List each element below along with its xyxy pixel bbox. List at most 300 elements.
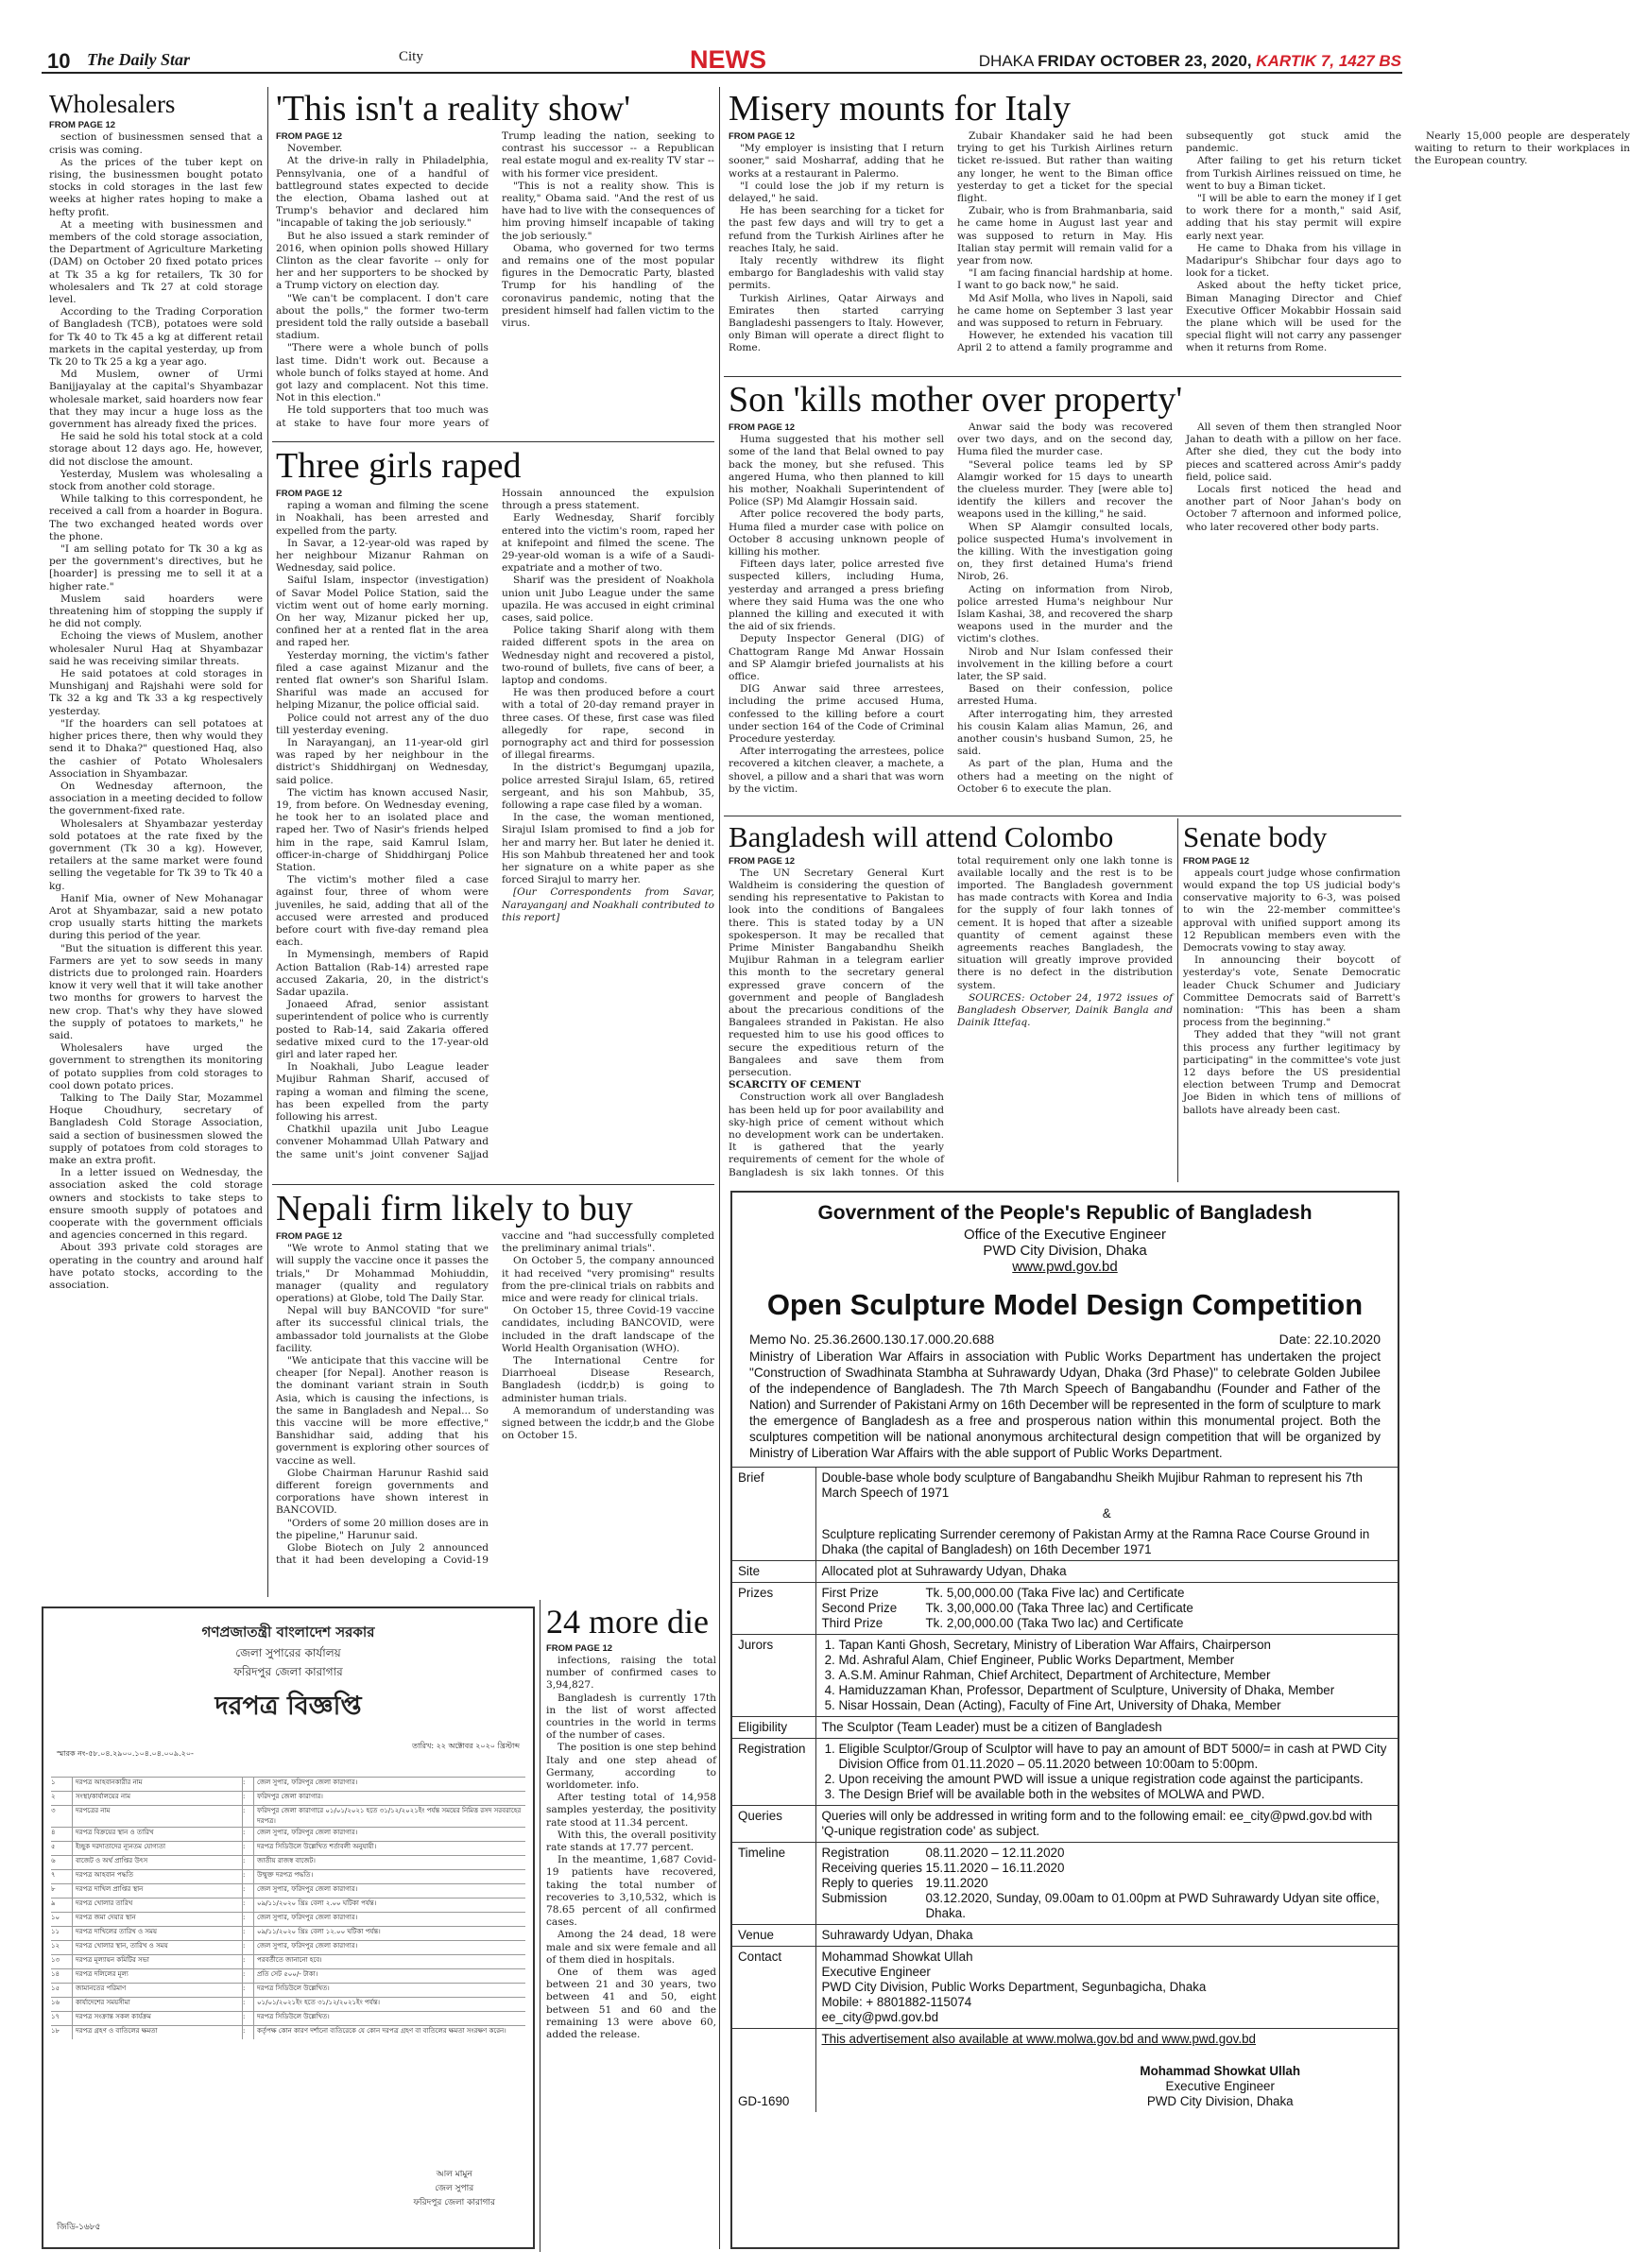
pwd-advertisement [730,1191,1399,2249]
paragraph: "I am facing financial hardship at home. I want to go back now," he said. [957,267,1173,292]
row-colon: : [242,1792,253,1805]
notice-row [51,1912,525,1926]
row-label: দরপত্র গ্রহণ ও বাতিলের ক্ষমতা [72,2026,242,2039]
row-colon: : [242,1842,253,1855]
timeline-row [822,1891,1393,1921]
paragraph: infections, raising the total number of confirmed cases to 3,94,827. [546,1655,716,1692]
prize-value: Tk. 5,00,000.00 (Taka Five lac) and Certificate [925,1586,1185,1600]
row-number: ১৬ [51,1999,60,2006]
paragraph: In a letter issued on Wednesday, the association asked the cold storage owners and stockists to take steps to ensure smooth supply of potatoes and cooperate with the government officials and agencies concerned in this regard. [49,1167,263,1242]
paragraph: In Narayanganj, an 11-year-old girl was raped by her neighbour in the district's Shiddhirganj on Wednesday, said police. [276,736,489,786]
headline: Nepali firm likely to buy [276,1189,633,1228]
story-body [729,855,1173,1181]
paragraph: The position is one step behind Italy and one step ahead of Germany, according to worldometer. info. [546,1742,716,1792]
row-number: ৯ [51,1899,56,1907]
row-label: দরপত্র দাখিলের তারিখ ও সময় [72,1927,242,1940]
paragraph: Italy recently withdrew its flight embargo for Bangladeshis with valid stay permits. [729,254,944,292]
ad-office: Office of the Executive Engineer [963,1227,1166,1243]
paragraph: Nepal will buy BANCOVID "for sure" after its successful clinical trials, the ambassador told journalists at the Globe facility. [276,1305,489,1354]
paragraph: DIG Anwar said three arrestees, including the prime accused Huma, confessed to the killing before a court under section 164 of the Code of Criminal Procedure yesterday. [729,683,944,745]
paragraph: After interrogating the arrestees, police recovered a kitchen cleaver, a machete, a shovel, a pillow and a shari that was worn by the victim. [729,746,944,795]
ad-also-available[interactable]: This advertisement also available at www.molwa.gov.bd and www.pwd.gov.bd [821,2032,1256,2046]
notice-row [51,1805,525,1827]
row-colon: : [242,1913,253,1926]
prize-row [822,1616,1393,1631]
story-nepali-firm [276,1191,714,1591]
paragraph: A memorandum of understanding was signed between the icddr,b and the Globe on October 15. [502,1404,714,1442]
notice-gov: গণপ্রজাতন্ত্রী বাংলাদেশ সরকার [201,1624,375,1641]
row-label: দরপত্র সংক্রান্ত সকল কার্যক্রম [72,2012,242,2025]
story-body [546,1642,716,2247]
row-value: জেল সুপার, ফরিদপুর জেলা কারাগার। [253,1778,525,1791]
story-rule [272,1184,714,1185]
row-label: দরপত্র আহবানকারীর নাম [72,1778,242,1791]
paragraph: He said potatoes at cold storages in Munshiganj and Rajshahi were sold for Tk 32 a kg and Tk 33 a kg respectively yesterday. [49,668,263,717]
ad-row-prizes: Prizes First Prize Tk. 5,00,000.00 (Taka Five lac) and Certificate Second Prize Tk. 3,00,000.00 (Taka Three lac) and Certificate Third Prize Tk. 2,00,000.00 (Taka Two lac) and Certificate [732,1583,1398,1635]
paragraph: The victim has known accused Nasir, 19, from before. On Wednesday evening, he took her to an isolated place and raped her. Two of Nasir's friends helped him in the rape, said Kamrul Islam, officer-in-charge of Shiddhirganj Police Station. [276,786,489,873]
row-number: ১১ [51,1928,60,1935]
paragraph: "My employer is insisting that I return sooner," said Mosharraf, adding that he works at a restaurant in Palermo. [729,143,944,180]
row-number: ৭ [51,1871,56,1879]
juror-item: 4. Hamiduzzaman Khan, Professor, Department of Sculpture, University of Dhaka, Member [839,1683,1393,1698]
row-number: ১৩ [51,1956,60,1964]
row-value: ০৯/১১/২০২০ খ্রিঃ বেলা ১২.০০ ঘটিকা পর্যন্ত। [253,1927,525,1940]
ad-url-link[interactable]: www.pwd.gov.bd [1012,1259,1118,1275]
paragraph: He was then produced before a court with a total of 20-day remand prayer in three cases. Of these, first case was filed allegedly for rape, second in pornography act and third for possession of illegal firearms. [502,687,714,762]
row-number: ১৭ [51,2013,60,2020]
ad-row-timeline: Timeline Registration 08.11.2020 – 12.11.2020 Receiving queries 15.11.2020 – 16.11.2020 Reply to queries 19.11.2020 Submission 03.12.2020, Sunday, 09.00am to 01.00pm at PWD Suhrawardy Udyan site office, Dhaka. [732,1843,1398,1925]
ad-row-registration: Registration 1. Eligible Sculptor/Group of Sculptor will have to pay an amount of BDT 5000/= in cash at PWD City Division Office from 01.11.2020 – 05.11.2020 between 10:00am to 5:00pm. 2. Upon receiving the amount PWD will issue a unique registration code against the participants. 3. The Design Brief will be available both in the websites of MOLWA and PWD. [732,1739,1398,1806]
notice-row [51,1954,525,1968]
row-value: কর্তৃপক্ষ কোন কারণ দর্শানো ব্যতিরেকে যে কোন দরপত্র গ্রহণ বা বাতিলের ক্ষমতা সংরক্ষণ করেন। [253,2026,525,2039]
dateline: DHAKA FRIDAY OCTOBER 23, 2020, KARTIK 7, 1427 BS [978,52,1401,70]
paragraph: Huma suggested that his mother sell some of the land that Belal owned to pay back the money, but she refused. This angered Huma, who then planned to kill his mother, Noakhali Superintendent of Police (SP) Md Alamgir Hossain said. [729,434,944,508]
paragraph: section of businessmen sensed that a crisis was coming. [49,131,263,156]
paragraph: Saiful Islam, inspector (investigation) of Savar Model Police Station, said the victim went out of home early morning. On her way, Mizanur picked her up, confined her at a rented flat in the area and raped her. [276,575,489,649]
news-label: NEWS [690,45,766,74]
row-number: ৫ [51,1843,56,1850]
credit-line: [Our Correspondents from Savar, Narayanganj and Noakhali contributed to this report] [502,886,714,923]
juror-item: 5. Nisar Hossain, Dean (Acting), Faculty of Fine Art, University of Dhaka, Member [839,1698,1393,1713]
paragraph: One of them was aged between 21 and 30 years, two between 41 and 50, eight between 51 and 60 and the remaining 13 were above 60, added the release. [546,1967,716,2041]
row-value: ০৯/১১/২০২০ খ্রিঃ বেলা ২.০০ ঘটিকা পর্যন্ত। [253,1899,525,1912]
paragraph: At the drive-in rally in Philadelphia, Pennsylvania, one of a handful of battleground states expected to decide the election, Obama lashed out at Trump's behavior and declared him "incapable of taking the job seriously." [276,155,489,230]
paragraph: raping a woman and filming the scene in Noakhali, has been arrested and expelled from the party. [276,500,489,537]
ad-table [732,1467,1398,2112]
notice-jail: ফরিদপুর জেলা কারাগার [233,1665,343,1678]
row-number: ১৮ [51,2027,60,2035]
paragraph: After interrogating him, they arrested his cousin Kalam alias Mamun, 26, and another cousin's husband Sumon, 25, he said. [957,708,1173,758]
notice-memo: স্মারক নং-৫৮.০৪.২৯০০.১০৪.০৪.০০৯.২০- [57,1749,194,1758]
row-label: দরপত্র জমা দেয়ার স্থান [72,1913,242,1926]
ad-row-eligibility: Eligibility The Sculptor (Team Leader) must be a citizen of Bangladesh [732,1717,1398,1739]
contact-line: Mohammad Showkat Ullah [821,1950,973,1964]
paragraph: "If the hoarders can sell potatoes at higher prices there, then why would they send it to Dhaka?" questioned Haq, also the cashier of Potato Wholesalers Association in Shyambazar. [49,717,263,780]
paragraph: In Savar, a 12-year-old was raped by her neighbour Mizanur Rahman on Wednesday, said police. [276,537,489,575]
column-rule [1177,818,1178,1182]
paragraph: appeals court judge whose confirmation would expand the top US judicial body's conservative majority to 6-3, was poised to win the 22-member committee's approval with unified support among its 12 Republican members even with the Democrats vowing to stay away. [1183,867,1400,954]
paragraph: He has been searching for a ticket for the past few days and will try to get a refund from the Turkish Airlines after he reaches Italy, he said. [729,205,944,254]
row-value: জেল সুপার, ফরিদপুর জেলা কারাগার। [253,1828,525,1841]
paragraph: "Orders of some 20 million doses are in the pipeline," Harunur said. [276,1517,489,1541]
paragraph: But he also issued a stark reminder of 2016, when opinion polls showed Hillary Clinton as the clear favorite -- only for her and her supporters to be shocked by a Trump victory on election day. [276,230,489,292]
notice-date: তারিখ: ২২ অক্টোবর ২০২০ খ্রিস্টাব্দ [412,1742,520,1750]
paragraph: Chatkhil upazila unit Jubo League convener Mohammad Ullah Patwary and the same unit's joint convener Sajjad Hossain announced the expulsion through a press statement. [276,487,714,1160]
bangla-tender-notice [42,1606,535,2249]
paragraph: The International Centre for Diarrhoeal Disease Research, Bangladesh (icddr,b) is going to administer human trials. [502,1354,714,1404]
timeline-name: Receiving queries [821,1861,922,1875]
notice-row [51,1869,525,1883]
ad-row-jurors: Jurors 1. Tapan Kanti Ghosh, Secretary, Ministry of Liberation War Affairs, Chairperson 2. Md. Ashraful Alam, Chief Engineer, Public Works Department, Member 3. A.S.M. Aminur Rahman, Chief Architect, Department of Architecture, Member 4. Hamiduzzaman Khan, Professor, Department of Sculpture, University of Dhaka, Member 5. Nisar Hossain, Dean (Acting), Faculty of Fine Art, University of Dhaka, Member [732,1635,1398,1717]
row-label: ইচ্ছুক দরদাতাদের ন্যূনতম যোগ্যতা [72,1842,242,1855]
row-value: দরপত্র সিডিউলে উল্লেখিত। [253,2012,525,2025]
row-colon: : [242,1955,253,1968]
row-colon: : [242,2026,253,2039]
paragraph: Talking to The Daily Star, Mozammel Hoque Choudhury, secretary of Bangladesh Cold Storage Association, said a section of businessmen slowed the supply of potatoes from cold storages to make an extra profit. [49,1091,263,1166]
story-wholesalers [49,91,263,1606]
row-colon: : [242,2012,253,2025]
row-label: বাজেট ও অর্থ প্রাপ্তির উৎস [72,1856,242,1869]
jump-label: FROM PAGE 12 [276,1230,343,1242]
notice-row [51,1841,525,1855]
row-colon: : [242,1870,253,1883]
story-24-more-die [546,1605,716,2247]
prize-value: Tk. 3,00,000.00 (Taka Three lac) and Certificate [925,1601,1193,1615]
paragraph: "There were a whole bunch of polls last time. Didn't work out. Because a whole bunch of folks stayed at home. And got lazy and complacent. Not this time. Not in this election." [276,342,489,404]
jump-label: FROM PAGE 12 [49,120,116,131]
column-rule [267,87,268,1597]
row-colon: : [242,1998,253,2011]
timeline-name: Reply to queries [821,1876,914,1890]
paragraph: They added that they "will not grant this process any further legitimacy by participating" in the committee's vote just 12 days before the US presidential election between Trump and Democrat Joe Biden in which tens of millions of ballots have already been cast. [1183,1029,1400,1116]
paragraph: All seven of them then strangled Noor Jahan to death with a pillow on her face. After she died, they cut the body into pieces and scattered across Amir's paddy field, police said. [1186,421,1401,483]
notice-row [51,1883,525,1898]
paragraph: When SP Alamgir consulted locals, police suspected Huma's involvement in the killing. With the investigation going on, they first detained Huma's friend Nirob, 26. [957,521,1173,583]
story-body [276,130,714,442]
paragraph: As the prices of the tuber kept on rising, the businessmen bought potato stocks in cold storages in the last few weeks at higher rates hoping to make a hefty profit. [49,156,263,218]
paragraph: He told supporters that too much was at stake to have four more years of Trump leading the nation, seeking to contrast his successor -- a Republican real estate mogul and ex-reality TV star -- with his former vice president. [276,129,714,429]
paragraph: SOURCES: October 24, 1972 issues of Bangladesh Observer, Dainik Bangla and Dainik Ittefaq. [957,991,1173,1029]
paragraph: On Wednesday afternoon, the association in a meeting decided to follow the government-fixed rate. [49,780,263,817]
paragraph: About 393 private cold storages are operating in the country and around half have potato stocks, according to the association. [49,1242,263,1292]
timeline-row [822,1876,1393,1891]
row-label: সংস্থা/কার্যালয়ের নাম [72,1792,242,1805]
paragraph: Globe Biotech on July 2 announced that it had been developing a Covid-19 vaccine and "had successfully completed the preliminary animal trials". [276,1229,714,1567]
paragraph: Sharif was the president of Noakhola union unit Jubo League under the same upazila. He was accused in eight criminal cases, said police. [502,575,714,624]
paragraph: "We wrote to Anmol stating that we will supply the vaccine once it passes the trials," Dr Mohammad Mohiuddin, manager (quality and regulatory operations) at Globe, told The Daily Star. [276,1243,489,1304]
story-colombo [729,822,1173,1181]
row-value: ফরিদপুর জেলা কারাগার। [253,1792,525,1805]
paragraph: Hanif Mia, owner of New Mohanagar Arot at Shyambazar, said a new potato crop usually starts hitting the markets during this period of the year. [49,892,263,942]
paragraph: Zubair, who is from Brahmanbaria, said he came home in August last year and was supposed to return in May. His Italian stay permit will remain valid for a year from now. [957,205,1173,266]
story-body [729,421,1401,809]
row-number: ২ [51,1793,56,1800]
paragraph: "This is not a reality show. This is reality," Obama said. "And the rest of us have had to live with the consequences of him proving himself incapable of taking the job seriously." [502,180,714,242]
row-number: ৮ [51,1885,56,1893]
row-label: দরপত্র খোলার তারিখ [72,1899,242,1912]
prize-row [822,1586,1393,1601]
jump-label: FROM PAGE 12 [729,855,796,867]
timeline-value: 15.11.2020 – 16.11.2020 [925,1861,1065,1875]
row-number: ৬ [51,1857,56,1864]
row-value: পরবর্তীতে জানানো হবে। [253,1955,525,1968]
paragraph: Acting on information from Nirob, police arrested Huma's neighbour Nur Islam Kashai, 38, and recovered the sharp weapons used in the murder and the victim's clothes. [957,583,1173,645]
notice-row [51,1968,525,1983]
ad-memo-row: Memo No. 25.36.2600.130.17.000.20.688 Date: 22.10.2020 [749,1332,1381,1347]
paragraph: Based on their confession, police arrested Huma. [957,683,1173,708]
timeline-name: Registration [821,1846,889,1860]
prize-name: Third Prize [821,1616,884,1630]
timeline-row [822,1846,1393,1861]
paragraph: Locals first noticed the head and another part of Noor Jahan's body on October 7 afternoon and informed police, who later recovered other body parts. [1186,483,1401,533]
timeline-value: 08.11.2020 – 12.11.2020 [925,1846,1065,1860]
paragraph: Obama, who governed for two terms and remains one of the most popular figures in the Democratic Party, blasted Trump for his handling of the coronavirus pandemic, noting that the president himself had fallen victim to the virus. [502,242,714,329]
ad-signature: Mohammad Showkat Ullah Executive Engineer PWD City Division, Dhaka [1140,2064,1301,2108]
prize-name: First Prize [821,1586,879,1600]
headline: 'This isn't a reality show' [276,89,631,129]
row-colon: : [242,1941,253,1954]
paper-logo: The Daily Star [87,50,191,69]
paragraph: In the case, the woman mentioned, Sirajul Islam promised to find a job for her and marry her. But later he denied it. His son Mahbub threatened her and took her signature on a white paper as she forced Sirajul to marry her. [502,812,714,886]
row-value: জাতীয় রাজস্ব বাজেট। [253,1856,525,1869]
paragraph: He came to Dhaka from his village in Madaripur's Shibchar four days ago to look for a ticket. [1186,242,1401,280]
notice-row [51,1777,525,1791]
notice-row [51,1791,525,1805]
ad-title: Open Sculpture Model Design Competition [766,1288,1364,1321]
paragraph: Among the 24 dead, 18 were male and six were female and all of them died in hospitals. [546,1929,716,1966]
jump-label: FROM PAGE 12 [1183,855,1250,867]
paragraph: Police taking Sharif along with them raided different spots in the area on Wednesday night and recovered a pistol, two-round of bullets, five cans of beer, a laptop and condoms. [502,625,714,686]
paragraph: Jonaeed Afrad, senior assistant superintendent of police who is currently posted to Rab-14, said Zakaria offered sedative mixed curd to the 17-year-old girl and later raped her. [276,999,489,1061]
paragraph: Bangladesh is currently 17th in the list of worst affected countries in the world in terms of the number of cases. [546,1692,716,1742]
row-number: ১০ [51,1914,60,1921]
row-value: উন্মুক্ত দরপত্র পদ্ধতি। [253,1870,525,1883]
row-number: ১৪ [51,1970,60,1978]
paragraph: The victim's mother filed a case against four, three of whom were juveniles, he said, adding that all of the accused were arrested and produced before court with five-day remand plea each. [276,874,489,949]
row-value: ০১/০১/২০২১ইং হতে ৩১/১২/২০২১ইং পর্যন্ত। [253,1998,525,2011]
story-reality-show [276,91,714,442]
row-colon: : [242,1778,253,1791]
paragraph: "I am selling potato for Tk 30 a kg as per the government's directives, but he [hoarder] is pressing me to sell it at a higher rate." [49,543,263,593]
ad-row-brief: Brief Double-base whole body sculpture of Bangabandhu Sheikh Mujibur Rahman to represent his 7th March Speech of 1971 & Sculpture replicating Surrender ceremony of Pakistan Army at the Ramna Race Course Ground in Dhaka (the capital of Bangladesh) on 16th December 1971 [732,1468,1398,1561]
story-italy [729,89,1630,378]
paragraph: In the district's Begumganj upazila, police arrested Sirajul Islam, 65, retired sergeant, and his son Mahbub, 35, following a rape case filed by a woman. [502,762,714,811]
paragraph: Muslem said hoarders were threatening him of stopping the supply if he did not comply. [49,593,263,630]
paragraph: "Several police teams led by SP Alamgir worked for 15 days to unearth the clueless murder. They [were able to] identify the killers and recover the weapons used in the killing," he said. [957,458,1173,521]
timeline-value: 03.12.2020, Sunday, 09.00am to 01.00pm at PWD Suhrawardy Udyan site office, Dhaka. [925,1891,1380,1920]
row-colon: : [242,1856,253,1869]
row-label: দরপত্র দলিলের মূল্য [72,1969,242,1983]
ad-intro: Ministry of Liberation War Affairs in association with Public Works Department has undertaken the project "Construction of Swadhinata Stambha at Suhrawardy Udyan, Dhaka (3rd Phase)" to celebrate Golden Jubilee of the independence of Bangladesh. The 7th March Speech of Bangabandhu (Founder and Father of the Nation) and Surrender of Pakistani Army on 16th December will be represented in the form of sculpture to mark the emergence of Bangladesh as a free and prosperous nation within this monumental project. Both the sculptures competition will be national anonymous architectural design competition that will be organized by Ministry of Liberation War Affairs with the able support of Public Works Department. [749,1349,1381,1460]
story-body [49,131,263,1606]
paragraph: As part of the plan, Huma and the others had a meeting on the night of October 6 to execute the plan. [957,758,1173,795]
ad-division: PWD City Division, Dhaka [983,1243,1147,1259]
story-senate [1183,822,1400,1181]
paragraph: Md Muslem, owner of Urmi Banijjayalay at the capital's Shyambazar wholesale market, said hoarders now fear that they may incur a huge loss as the government has already fixed the prices. [49,369,263,431]
paragraph: Yesterday morning, the victim's father filed a case against Mizanur and the rented flat owner's son Shariful Islam. Shariful was made an accused for helping Mizanur, the police official said. [276,649,489,712]
row-colon: : [242,1984,253,1997]
row-label: দরপত্র বিক্রয়ের স্থান ও তারিখ [72,1828,242,1841]
row-number: ৪ [51,1829,56,1836]
notice-code: জিডি-১৬৮৫ [57,2223,101,2232]
notice-row [51,1827,525,1841]
paragraph: Nearly 15,000 people are desperately waiting to return to their workplaces in the European country. [1415,129,1630,167]
page-number: 10 [47,49,71,73]
row-number: ১৫ [51,1984,60,1992]
timeline-name: Submission [821,1891,887,1905]
ad-row-queries: Queries Queries will only be addressed in writing form and to the following email: ee_city@pwd.gov.bd with 'Q-unique registration code' as subject. [732,1806,1398,1843]
story-son-kills-mother [729,382,1401,809]
notice-row [51,1997,525,2011]
ad-row-site: Site Allocated plot at Suhrawardy Udyan, Dhaka [732,1561,1398,1583]
row-colon: : [242,1899,253,1912]
paragraph: In Noakhali, Jubo League leader Mujibur Rahman Sharif, accused of raping a woman and filming the scene, has been expelled from the party following his arrest. [276,1061,489,1124]
timeline-row [822,1861,1393,1876]
paragraph: In the meantime, 1,687 Covid-19 patients have recovered, taking the total number of recoveries to 3,10,532, which is 78.65 percent of all confirmed cases. [546,1854,716,1929]
prize-row [822,1601,1393,1616]
headline: Senate body [1183,820,1328,853]
notice-table [51,1777,525,2039]
paragraph: "We anticipate that this vaccine will be cheaper [for Nepal]. Another reason is the dominant variant strain in South Asia, which is causing the infections, is the same in Bangladesh and Nepal... So this vaccine will be more effective," Banshidhar said, adding that his government is exploring other sources of vaccine as well. [276,1354,489,1467]
prize-name: Second Prize [821,1601,898,1615]
row-value: প্রতি সেট ৫০০/- টাকা। [253,1969,525,1983]
story-body [276,1230,714,1591]
paragraph: According to the Trading Corporation of Bangladesh (TCB), potatoes were sold for Tk 40 to Tk 45 a kg at different retail markets in the capital yesterday, up from Tk 20 to Tk 25 a kg a year ago. [49,306,263,368]
paragraph: After police recovered the body parts, Huma filed a murder case with police on October 8 accusing unknown people of killing his mother. [729,508,944,558]
paragraph: After testing total of 14,958 samples yesterday, the positivity rate stood at 11.34 percent. [546,1792,716,1829]
column-rule [719,87,720,2249]
paragraph: Globe Chairman Harunur Rashid said different foreign governments and corporations have shown interest in BANCOVID. [276,1467,489,1517]
headline: Three girls raped [276,446,522,486]
jump-label: FROM PAGE 12 [276,130,343,142]
row-value: ফরিদপুর জেলা কারাগারে ০১/০১/২০২১ হতে ৩১/১২/২০২১ইং পর্যন্ত সময়ের নিমিত্ত রসদ সরবরাহের দরপত্র। [253,1806,525,1827]
notice-row [51,1898,525,1912]
headline: Misery mounts for Italy [729,89,1072,129]
paragraph: Zubair Khandaker said he had been trying to get his Turkish Airlines return ticket re-issued. But rather than waiting any longer, he went to the Biman office yesterday to get a ticket for the special flight. [957,129,1173,204]
paragraph: Turkish Airlines, Qatar Airways and Emirates then started carrying Bangladeshi passengers to Italy. However, only Biman will operate a direct flight to Rome. [729,292,944,354]
juror-item: 3. A.S.M. Aminur Rahman, Chief Architect, Department of Architecture, Member [839,1668,1393,1683]
section-label: City [399,49,423,64]
story-body [1183,855,1400,1181]
paragraph: Yesterday, Muslem was wholesaling a stock from another cold storage. [49,468,263,493]
notice-row [51,2025,525,2039]
row-value: জেল সুপার, ফরিদপুর জেলা কারাগার। [253,1941,525,1954]
paragraph: Echoing the views of Muslem, another wholesaler Nurul Haq at Shyambazar said he was receiving similar threats. [49,630,263,667]
paragraph: Nirob and Nur Islam confessed their involvement in the killing before a court later, the SP said. [957,645,1173,682]
row-label: দরপত্র মূল্যায়ন কমিটির সভা [72,1955,242,1968]
ad-gov: Government of the People's Republic of Bangladesh [817,1202,1313,1224]
timeline-value: 19.11.2020 [925,1876,988,1890]
contact-line: PWD City Division, Public Works Department, Segunbagicha, Dhaka [821,1980,1207,1994]
paragraph: Asked about the hefty ticket price, Biman Managing Director and Chief Executive Officer Mokabbir Hossain said the plane which will be used for the special flight will not carry any passenger when it returns from Rome. [1186,280,1401,354]
paragraph: He said he sold his total stock at a cold storage about 12 days ago. He, however, did not disclose the amount. [49,431,263,468]
jump-label: FROM PAGE 12 [729,130,796,142]
row-colon: : [242,1969,253,1983]
headline: Wholesalers [49,90,176,118]
contact-line: Mobile: + 8801882-115074 [821,1995,972,2009]
row-colon: : [242,1828,253,1841]
jump-label: FROM PAGE 12 [546,1642,613,1654]
paragraph: Deputy Inspector General (DIG) of Chattogram Range Md Anwar Hossain and SP Alamgir briefed journalists at his office. [729,633,944,682]
paragraph: Wholesalers at Shyambazar yesterday sold potatoes at the rate fixed by the government (Tk 30 a kg). However, retailers at the same market were found selling the vegetable for Tk 39 to Tk 40 a kg. [49,817,263,892]
row-colon: : [242,1927,253,1940]
row-value: জেল সুপার, ফরিদপুর জেলা কারাগার। [253,1913,525,1926]
registration-item: 2. Upon receiving the amount PWD will issue a unique registration code against the participants. [839,1772,1393,1787]
row-value: জেল সুপার, ফরিদপুর জেলা কারাগার। [253,1884,525,1898]
row-label: দরপত্র দাখিল প্রাপ্তির স্থান [72,1884,242,1898]
paragraph: With this, the overall positivity rate stands at 17.77 percent. [546,1829,716,1854]
notice-row [51,1983,525,1997]
paragraph: "But the situation is different this year. Farmers are yet to sow seeds in many districts due to prolonged rain. Hoarders know it very well that it will take another two months for growers to harvest the new crop. That's why they have slowed the supply of potatoes to markets," he said. [49,942,263,1041]
row-colon: : [242,1884,253,1898]
paragraph: Wholesalers have urged the government to strengthen its monitoring of potato supplies from cold storages to cool down potato prices. [49,1042,263,1091]
notice-row [51,1855,525,1869]
paragraph: SCARCITY OF CEMENT [729,1079,861,1091]
paragraph: However, he extended his vacation till April 2 to attend a family programme and subsequently got stuck amid the pandemic. [957,129,1401,354]
notice-row [51,2011,525,2025]
paragraph: Fifteen days later, police arrested five suspected killers, including Huma, yesterday and arranged a press briefing where they said Huma was the one who planned the killing and executed it with the aid of six friends. [729,558,944,633]
registration-item: 3. The Design Brief will be available both in the websites of MOLWA and PWD. [839,1787,1393,1802]
paragraph: "We can't be complacent. I don't care about the polls," the former two-term president told the rally outside a baseball stadium. [276,292,489,342]
juror-item: 1. Tapan Kanti Ghosh, Secretary, Ministry of Liberation War Affairs, Chairperson [839,1638,1393,1653]
notice-office: জেলা সুপারের কার্যালয় [235,1646,341,1659]
jump-label: FROM PAGE 12 [729,421,796,433]
prize-value: Tk. 2,00,000.00 (Taka Two lac) and Certificate [925,1616,1184,1630]
row-number: ৩ [51,1807,56,1814]
paragraph: The UN Secretary General Kurt Waldheim is considering the question of sending his representative to Pakistan to look into the conditions of Bangalees there. This is stated today by a UN spokesperson. It may be recalled that Prime Minister Bangabandhu Sheikh Mujibur Rahman in a telegram earlier this month to the secretary general expressed grave concern of the government and people of Bangladesh about the precarious conditions of the Bangalees stranded in Pakistan. He also requested him to use his good offices to secure the expeditious return of the Bangalees and save them from persecution. [729,867,944,1078]
row-number: ১২ [51,1942,60,1950]
paragraph: On October 5, the company announced it had received "very promising" results from the pre-clinical trials on rabbits and mice and were ready for clinical trials. [502,1255,714,1304]
paragraph: In announcing their boycott of yesterday's vote, Senate Democratic leader Chuck Schumer and Judiciary Committee Democrats said of Barrett's nomination: "This has been a sham process from the beginning." [1183,954,1400,1029]
row-number: ১ [51,1778,56,1786]
contact-line: Executive Engineer [821,1965,931,1979]
paragraph: Md Asif Molla, who lives in Napoli, said he came home on September 3 last year and was supposed to return in February. [957,292,1173,329]
paragraph: Anwar said the body was recovered over two days, and on the second day, Huma filed the murder case. [957,421,1173,458]
ad-row-footer: GD-1690 This advertisement also available at www.molwa.gov.bd and www.pwd.gov.bd Mohammad Showkat Ullah Executive Engineer PWD City Division, Dhaka [732,2029,1398,2113]
row-label: কার্যাদেশের সময়সীমা [72,1998,242,2011]
paragraph: Police could not arrest any of the duo till yesterday evening. [276,712,489,736]
row-value: দরপত্র সিডিউলে উল্লেখিত শর্তাবলী অনুযায়ী। [253,1842,525,1855]
paragraph: While talking to this correspondent, he received a call from a hoarder in Bogura. The two exchanged heated words over the phone. [49,493,263,542]
paragraph: November. [287,143,343,155]
ad-row-contact: Contact Mohammad Showkat Ullah Executive Engineer PWD City Division, Public Works Department, Segunbagicha, Dhaka Mobile: + 8801882-115074 ee_city@pwd.gov.bd [732,1947,1398,2029]
story-body [729,129,1630,378]
row-colon: : [242,1806,253,1827]
paragraph: In Mymensingh, members of Rapid Action Battalion (Rab-14) arrested rape accused Zakaria, 20, in the district's Sadar upazila. [276,949,489,999]
row-value: দরপত্র সিডিউলে উল্লেখিত। [253,1984,525,1997]
paragraph: "I will be able to earn the money if I get to work there for a month," said Asif, adding that his stay permit will expire early next year. [1186,192,1401,242]
paragraph: Early Wednesday, Sharif forcibly entered into the victim's room, raped her at knifepoint and filmed the scene. The 29-year-old woman is a wife of a Saudi-expatriate and a mother of two. [502,512,714,575]
row-label: দরপত্র খোলার স্থান, তারিখ ও সময় [72,1941,242,1954]
paragraph: Construction work all over Bangladesh has been held up for poor availability and sky-high price of cement without which no development work can be undertaken. It is gathered that the yearly requirements of cement for the whole of Bangladesh is six lakh tonnes. Of this total requirement only one lakh tonne is available locally and the rest is to be imported. The Bangladesh government has made contracts with Korea and India for the supply of four lakh tonnes of cement. It is hoped that after a sizeable quantity of cement against these agreements reaches Bangladesh, the situation will greatly improve provided there is no defect in the distribution system. [729,854,1173,1178]
story-body [276,488,714,1170]
notice-signature: আল মামুন জেল সুপার ফরিদপুর জেলা কারাগার [413,2170,495,2208]
row-label: দরপত্রের নাম [72,1806,242,1827]
jump-label: FROM PAGE 12 [276,488,343,499]
paragraph: "I could lose the job if my return is delayed," he said. [729,180,944,204]
registration-item: 1. Eligible Sculptor/Group of Sculptor will have to pay an amount of BDT 5000/= in cash at PWD City Division Office from 01.11.2020 – 05.11.2020 between 10:00am to 5:00pm. [839,1742,1393,1772]
row-label: জামানতের পরিমাণ [72,1984,242,1997]
notice-row [51,1940,525,1954]
paragraph: On October 15, three Covid-19 vaccine candidates, including BANCOVID, were included in the draft landscape of the World Health Organisation (WHO). [502,1305,714,1354]
row-label: দরপত্র আহবান পদ্ধতি [72,1870,242,1883]
ad-row-venue: Venue Suhrawardy Udyan, Dhaka [732,1925,1398,1947]
juror-item: 2. Md. Ashraful Alam, Chief Engineer, Public Works Department, Member [839,1653,1393,1668]
notice-title: দরপত্র বিজ্ঞপ্তি [214,1692,362,1721]
story-three-girls [276,448,714,1170]
paragraph: At a meeting with businessmen and members of the cold storage association, the Department of Agriculture Marketing (DAM) on October 20 fixed potato prices at Tk 35 a kg for retailers, Tk 30 for wholesalers and Tk 27 at cold storage level. [49,218,263,305]
headline: Bangladesh will attend Colombo [729,820,1114,853]
